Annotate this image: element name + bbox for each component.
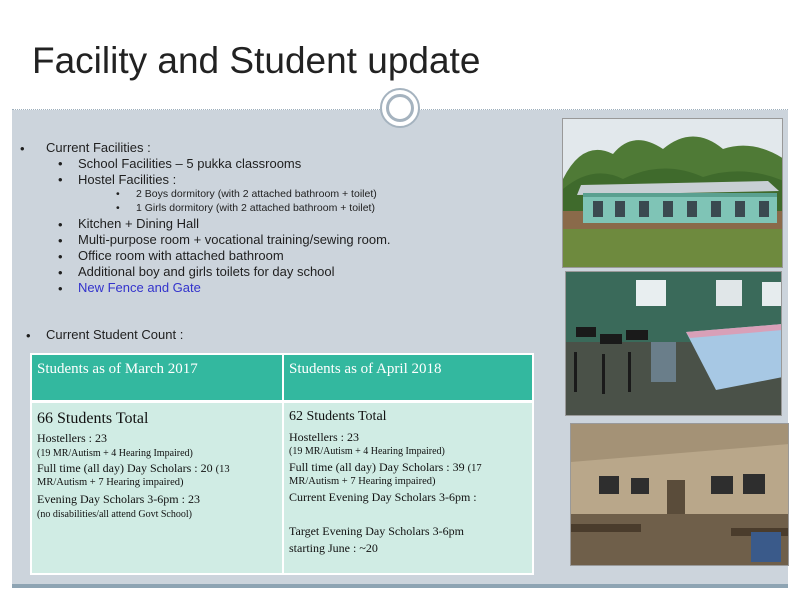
slide-bottom-bar [12, 584, 788, 588]
bullet-dot: • [116, 202, 120, 214]
bullet-dot: • [58, 281, 63, 296]
col1-evening: Evening Day Scholars 3-6pm : 23 [37, 492, 200, 506]
bullet-dot: • [58, 265, 63, 280]
building-exterior-image [563, 119, 783, 268]
bullet-dot: • [20, 141, 25, 156]
bullet-dot: • [58, 172, 63, 187]
bullet-dot: • [58, 217, 63, 232]
col2-hostellers: Hostellers : 23 [289, 430, 359, 444]
col2-target-line2: starting June : ~20 [289, 541, 378, 555]
toilets-item: Additional boy and girls toilets for day school [78, 264, 335, 279]
col2-target-line1: Target Evening Day Scholars 3-6pm [289, 524, 464, 538]
building-exterior-photo [562, 118, 783, 268]
decorative-ring-icon [386, 94, 414, 122]
col1-total: 66 Students Total [37, 410, 149, 427]
col2-fullday-note: MR/Autism + 7 Hearing impaired) [289, 476, 436, 487]
col2-evening: Current Evening Day Scholars 3-6pm : [289, 490, 477, 504]
dining-hall-image [571, 424, 789, 566]
col1-hostellers-note: (19 MR/Autism + 4 Hearing Impaired) [37, 448, 193, 459]
col1-hostellers: Hostellers : 23 [37, 431, 107, 445]
facilities-heading: Current Facilities : [46, 140, 151, 155]
bullet-dot: • [58, 233, 63, 248]
bullet-dot: • [26, 328, 31, 343]
girls-dorm-item: 1 Girls dormitory (with 2 attached bathroom + toilet) [136, 202, 375, 214]
col1-header-label: Students as of March 2017 [37, 361, 198, 377]
student-count-heading: Current Student Count : [46, 327, 184, 342]
dining-hall-photo [570, 423, 789, 566]
col2-header-label: Students as of April 2018 [289, 361, 442, 377]
multipurpose-item: Multi-purpose room + vocational training/sewing room. [78, 232, 391, 247]
hostel-facilities-item: Hostel Facilities : [78, 172, 177, 187]
fence-item: New Fence and Gate [78, 280, 201, 295]
sewing-room-photo [565, 271, 782, 416]
sewing-room-image [566, 272, 782, 416]
bullet-dot: • [116, 188, 120, 200]
col2-fullday: Full time (all day) Day Scholars : 39 (17 [289, 460, 482, 474]
bullet-dot: • [58, 156, 63, 171]
col1-evening-note: (no disabilities/all attend Govt School) [37, 509, 192, 520]
boys-dorm-item: 2 Boys dormitory (with 2 attached bathroom + toilet) [136, 188, 377, 200]
office-item: Office room with attached bathroom [78, 248, 284, 263]
col2-total: 62 Students Total [289, 409, 387, 424]
col1-fullday-note: MR/Autism + 7 Hearing impaired) [37, 477, 184, 488]
col2-hostellers-note: (19 MR/Autism + 4 Hearing Impaired) [289, 446, 445, 457]
slide-title: Facility and Student update [32, 40, 481, 81]
school-facilities-item: School Facilities – 5 pukka classrooms [78, 156, 302, 171]
kitchen-item: Kitchen + Dining Hall [78, 216, 200, 231]
col1-fullday: Full time (all day) Day Scholars : 20 (13 [37, 461, 230, 475]
bullet-dot: • [58, 249, 63, 264]
